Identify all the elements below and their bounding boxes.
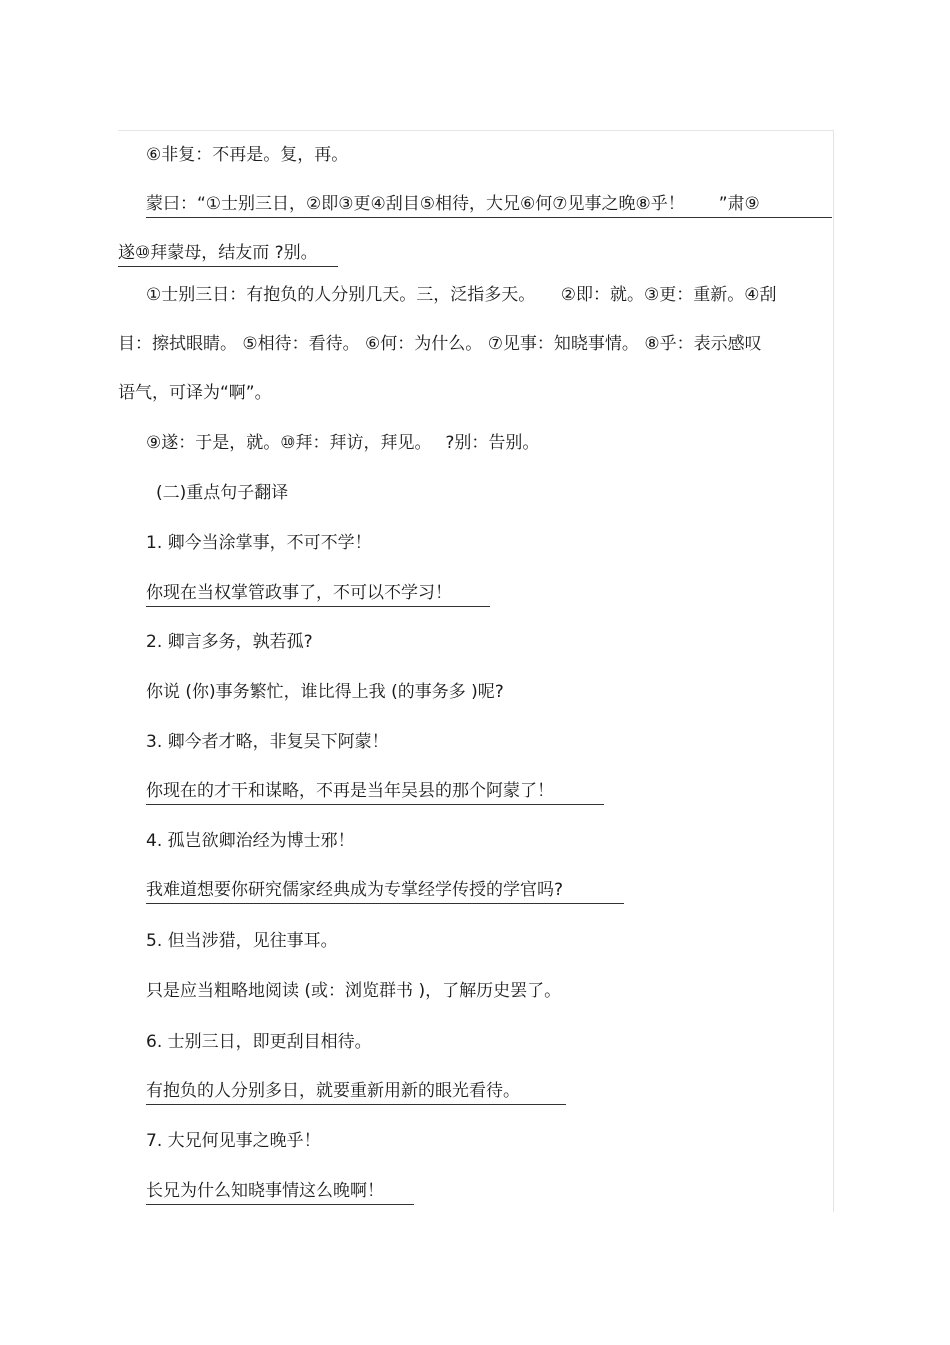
quote-line-continued: 遂⑩拜蒙母，结友而 ?别。 — [118, 242, 338, 267]
sentence-original: 3. 卿今者才略，非复吴下阿蒙！ — [146, 732, 389, 752]
sentence-translation: 长兄为什么知晓事情这么晚啊！ — [146, 1180, 414, 1205]
sentence-original: 2. 卿言多务，孰若孤? — [146, 632, 313, 652]
sentence-original: 5. 但当涉猎，见往事耳。 — [146, 931, 338, 951]
sentence-translation: 你现在的才干和谋略，不再是当年吴县的那个阿蒙了！ — [146, 780, 604, 805]
sentence-translation: 有抱负的人分别多日，就要重新用新的眼光看待。 — [146, 1080, 566, 1105]
page-frame-top-border — [118, 130, 834, 131]
quote-line: 蒙曰：“①士别三日，②即③更④刮目⑤相待，大兄⑥何⑦见事之晚⑧乎！ ”肃⑨ — [146, 193, 832, 218]
annotation-line: 语气，可译为“啊”。 — [118, 383, 272, 403]
annotation-line: ⑥非复：不再是。复，再。 — [146, 145, 349, 165]
page-frame-right-border — [833, 130, 834, 1212]
sentence-translation: 我难道想要你研究儒家经典成为专掌经学传授的学官吗? — [146, 879, 624, 904]
section-heading: (二)重点句子翻译 — [156, 483, 289, 503]
sentence-translation: 你说 (你)事务繁忙，谁比得上我 (的事务多 )呢? — [146, 682, 504, 702]
annotation-line: 目：擦拭眼睛。 ⑤相待：看待。 ⑥何：为什么。 ⑦见事：知晓事情。 ⑧乎：表示感叹 — [118, 334, 762, 354]
sentence-original: 7. 大兄何见事之晚乎！ — [146, 1131, 321, 1151]
sentence-original: 4. 孤岂欲卿治经为博士邪！ — [146, 831, 355, 851]
sentence-original: 6. 士别三日，即更刮目相待。 — [146, 1032, 372, 1052]
annotation-line: ⑨遂：于是，就。⑩拜：拜访，拜见。 ?别：告别。 — [146, 433, 540, 453]
sentence-translation: 你现在当权掌管政事了，不可以不学习！ — [146, 582, 490, 607]
annotation-line: ①士别三日：有抱负的人分别几天。三，泛指多天。 ②即：就。③更：重新。④刮 — [146, 285, 777, 305]
sentence-translation: 只是应当粗略地阅读 (或：浏览群书 )，了解历史罢了。 — [146, 981, 562, 1001]
sentence-original: 1. 卿今当涂掌事，不可不学！ — [146, 533, 372, 553]
